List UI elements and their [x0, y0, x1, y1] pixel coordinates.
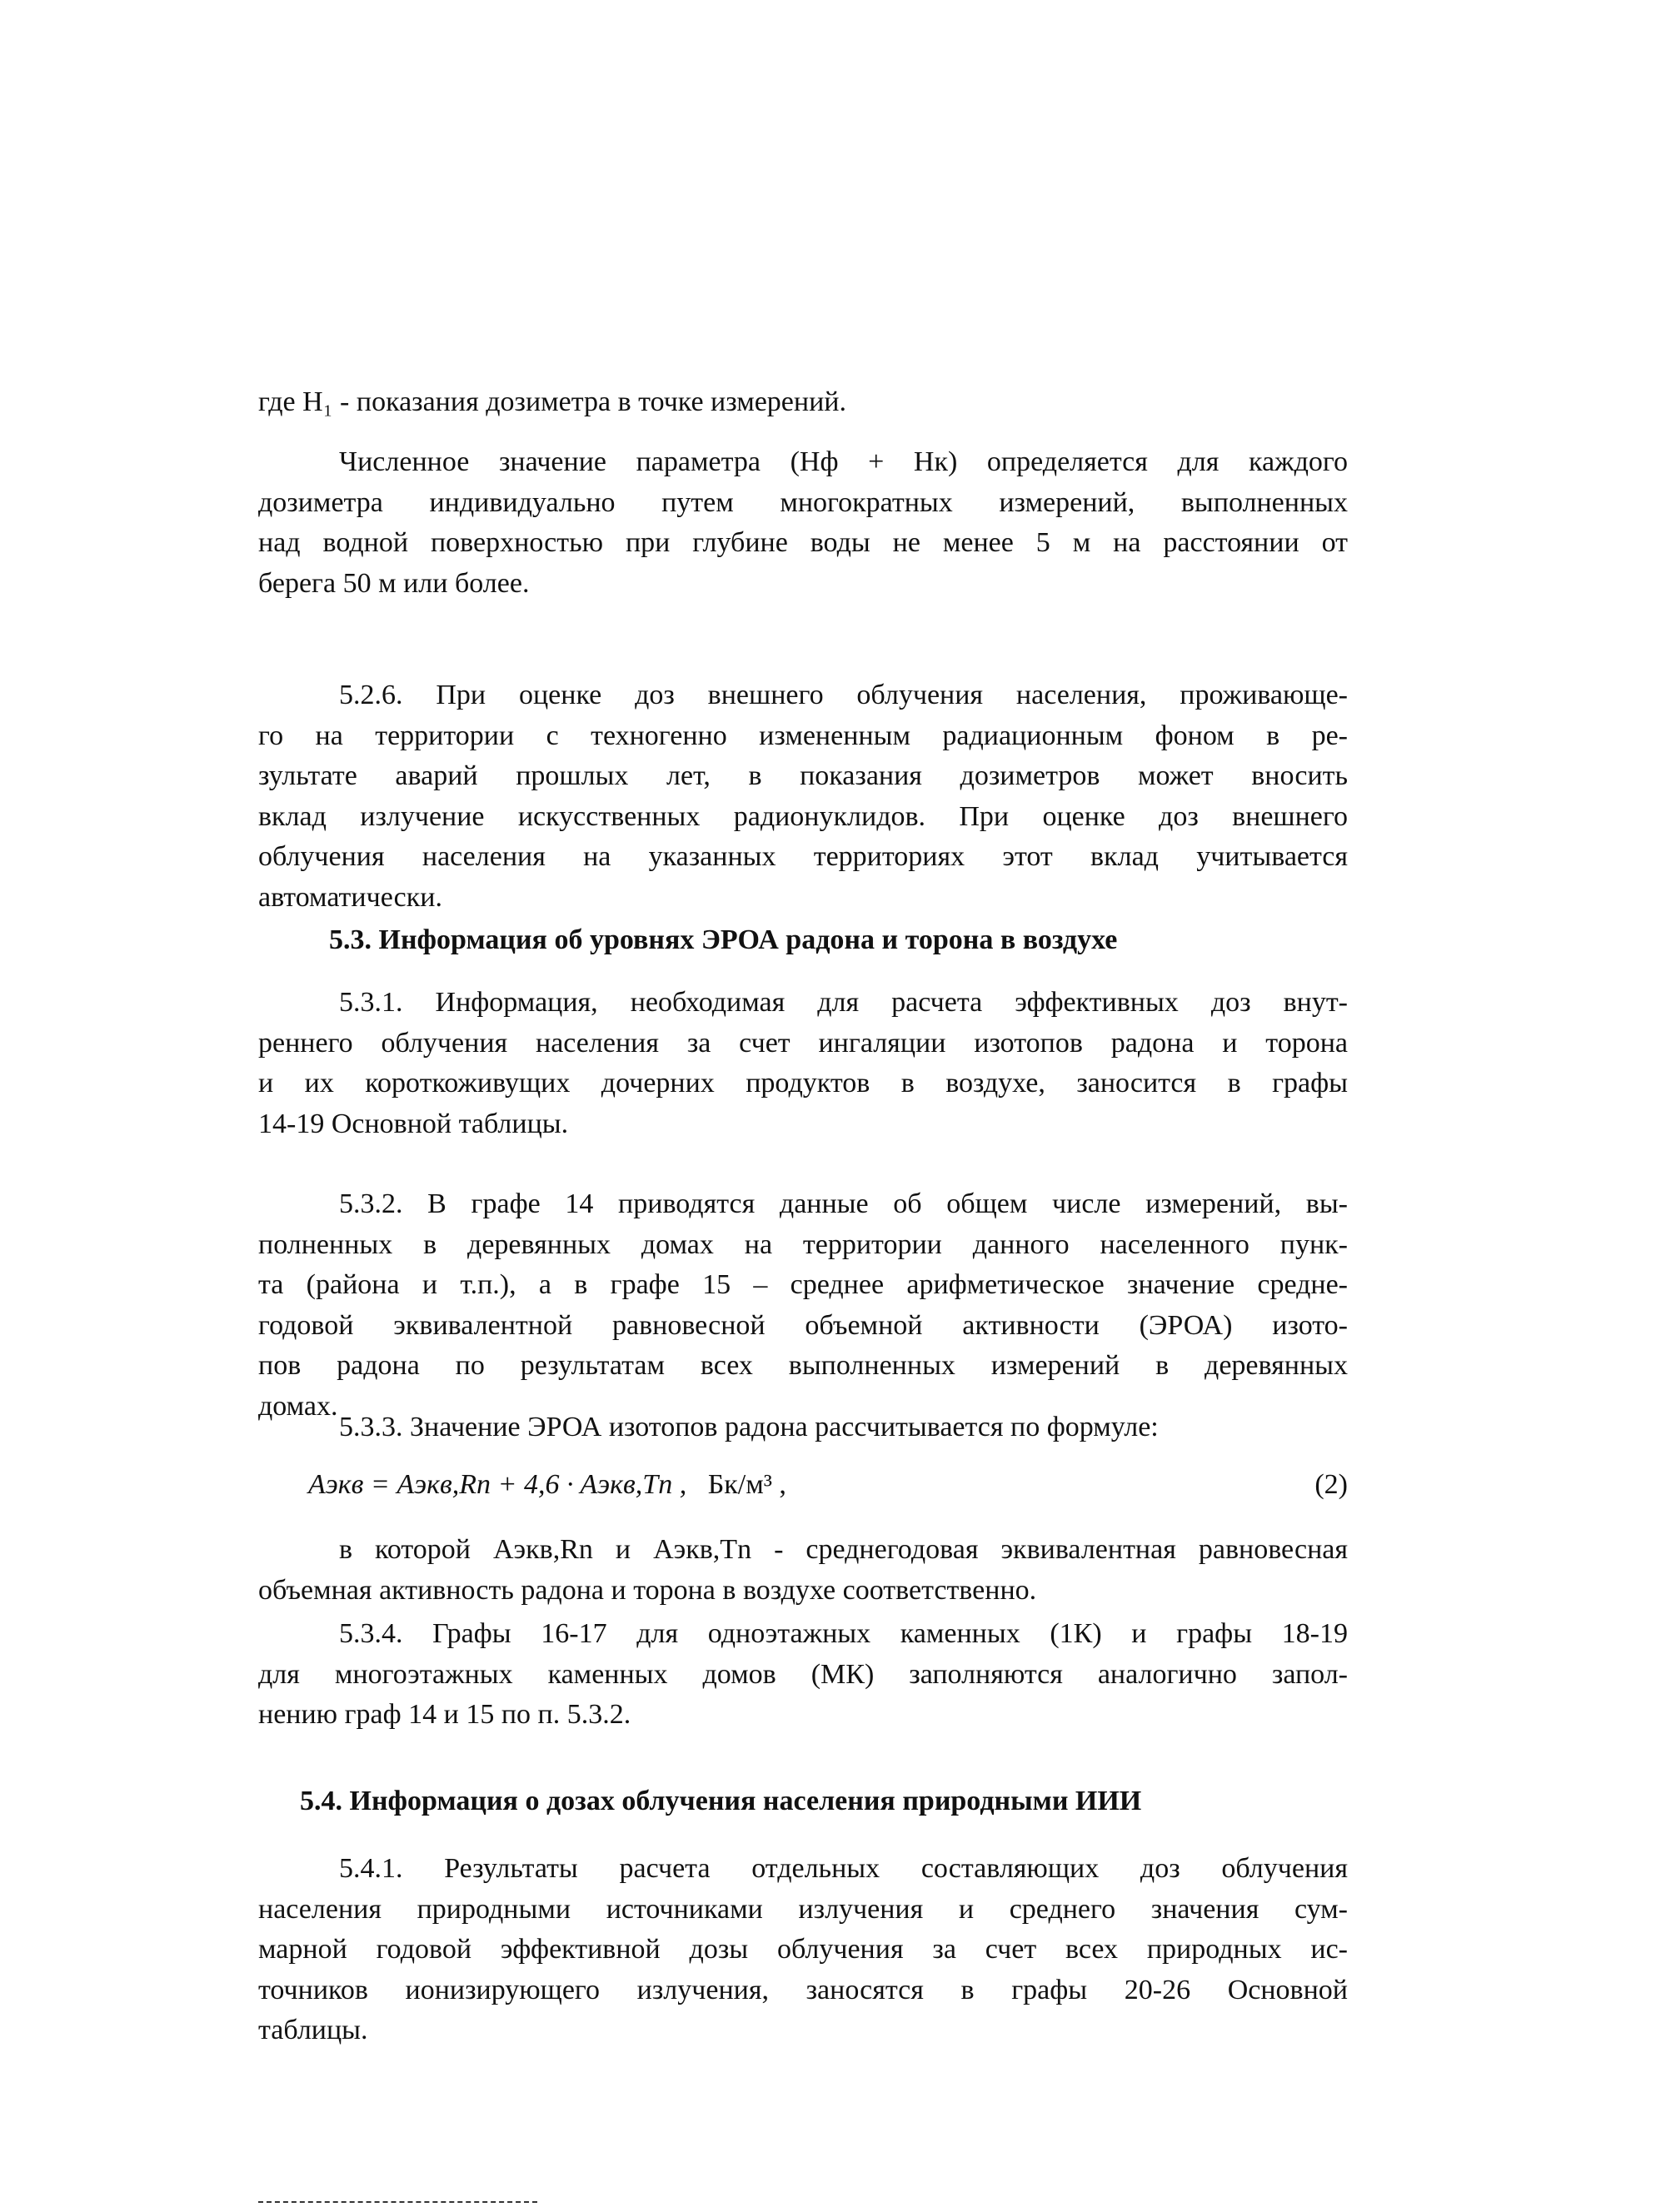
- text-line: годовой эквивалентной равновесной объемной активности (ЭРОА) изото-: [258, 1309, 1348, 1341]
- text-line: Численное значение параметра (Hф + Hк) определяется для каждого: [339, 446, 1348, 477]
- formula-2: [308, 1465, 1348, 1505]
- text-line: нению граф 14 и 15 по п. 5.3.2.: [258, 1699, 631, 1730]
- text-line: реннего облучения населения за счет ингаляции изотопов радона и торона: [258, 1027, 1348, 1059]
- text-line: для многоэтажных каменных домов (МК) заполняются аналогично запол-: [258, 1658, 1348, 1690]
- text-line: пов радона по результатам всех выполненных измерений в деревянных: [258, 1350, 1348, 1381]
- text-line: зультате аварий прошлых лет, в показания дозиметров может вносить: [258, 760, 1348, 791]
- text-line: облучения населения на указанных территориях этот вклад учитывается: [258, 841, 1348, 872]
- text-line: 5.4.1. Результаты расчета отдельных составляющих доз облучения: [339, 1853, 1348, 1884]
- text-line: таблицы.: [258, 2015, 368, 2045]
- text-line: автоматически.: [258, 881, 442, 913]
- text-line: 5.3.3. Значение ЭРОА изотопов радона рассчитывается по формуле:: [339, 1412, 1159, 1442]
- text-line: в которой Aэкв,Rn и Aэкв,Tn - среднегодовая эквивалентная равновесная: [339, 1534, 1348, 1565]
- text-line: где H₁ - показания дозиметра в точке измерений.: [258, 386, 846, 417]
- section-heading-5-3: [329, 920, 1348, 961]
- text-line: над водной поверхностью при глубине воды не менее 5 м на расстоянии от: [258, 527, 1348, 558]
- text-line: 5.3.1. Информация, необходимая для расчета эффективных доз внут-: [339, 987, 1348, 1018]
- text-line: берега 50 м или более.: [258, 567, 530, 599]
- text-line: вклад излучение искусственных радионуклидов. При оценке доз внешнего: [258, 800, 1348, 832]
- paragraph-5-3-3: [258, 1407, 1348, 1448]
- section-heading-5-4: [300, 1781, 1348, 1822]
- paragraph-5-4-1: [258, 1849, 1348, 2051]
- text-line: та (района и т.п.), а в графе 15 – среднее арифметическое значение средне-: [258, 1269, 1348, 1300]
- text-line: объемная активность радона и торона в воздухе соответственно.: [258, 1574, 1037, 1606]
- text-line: и их короткоживущих дочерних продуктов в воздухе, заносится в графы: [258, 1068, 1348, 1099]
- text-line: полненных в деревянных домах на территории данного населенного пунк-: [258, 1228, 1348, 1260]
- paragraph-5-3-1: [258, 983, 1348, 1144]
- paragraph-parameter-value: [258, 442, 1348, 604]
- text-line: точников ионизирующего излучения, заносятся в графы 20-26 Основной: [258, 1974, 1348, 2005]
- text-line: 5.3.4. Графы 16-17 для одноэтажных каменных (1К) и графы 18-19: [339, 1618, 1348, 1649]
- paragraph-h1-definition: [258, 382, 1348, 423]
- text-line: 14-19 Основной таблицы.: [258, 1108, 569, 1139]
- formula-unit: Бк/м³ ,: [707, 1469, 786, 1500]
- text-line: марной годовой эффективной дозы облучения за счет всех природных ис-: [258, 1934, 1348, 1965]
- text-line: домах.: [258, 1390, 338, 1422]
- paragraph-5-3-2: [258, 1184, 1348, 1427]
- heading-text: 5.3. Информация об уровнях ЭРОА радона и торона в воздухе: [329, 924, 1118, 955]
- text-line: 5.3.2. В графе 14 приводятся данные об общем числе измерений, вы-: [339, 1188, 1348, 1219]
- paragraph-5-2-6: [258, 675, 1348, 918]
- text-line: населения природными источниками излучения и среднего значения сум-: [258, 1893, 1348, 1925]
- formula-number: (2): [1314, 1469, 1348, 1500]
- text-line: дозиметра индивидуально путем многократных измерений, выполненных: [258, 486, 1348, 518]
- heading-text: 5.4. Информация о дозах облучения населения природными ИИИ: [300, 1786, 1142, 1816]
- text-line: 5.2.6. При оценке доз внешнего облучения населения, проживающе-: [339, 680, 1348, 710]
- paragraph-5-3-4: [258, 1614, 1348, 1736]
- footnote-divider: [258, 2201, 537, 2203]
- formula-expression: Aэкв = Aэкв,Rn + 4,6 · Aэкв,Tn ,: [308, 1469, 687, 1500]
- text-line: го на территории с техногенно измененным радиационным фоном в ре-: [258, 720, 1348, 751]
- paragraph-formula-explanation: [258, 1530, 1348, 1611]
